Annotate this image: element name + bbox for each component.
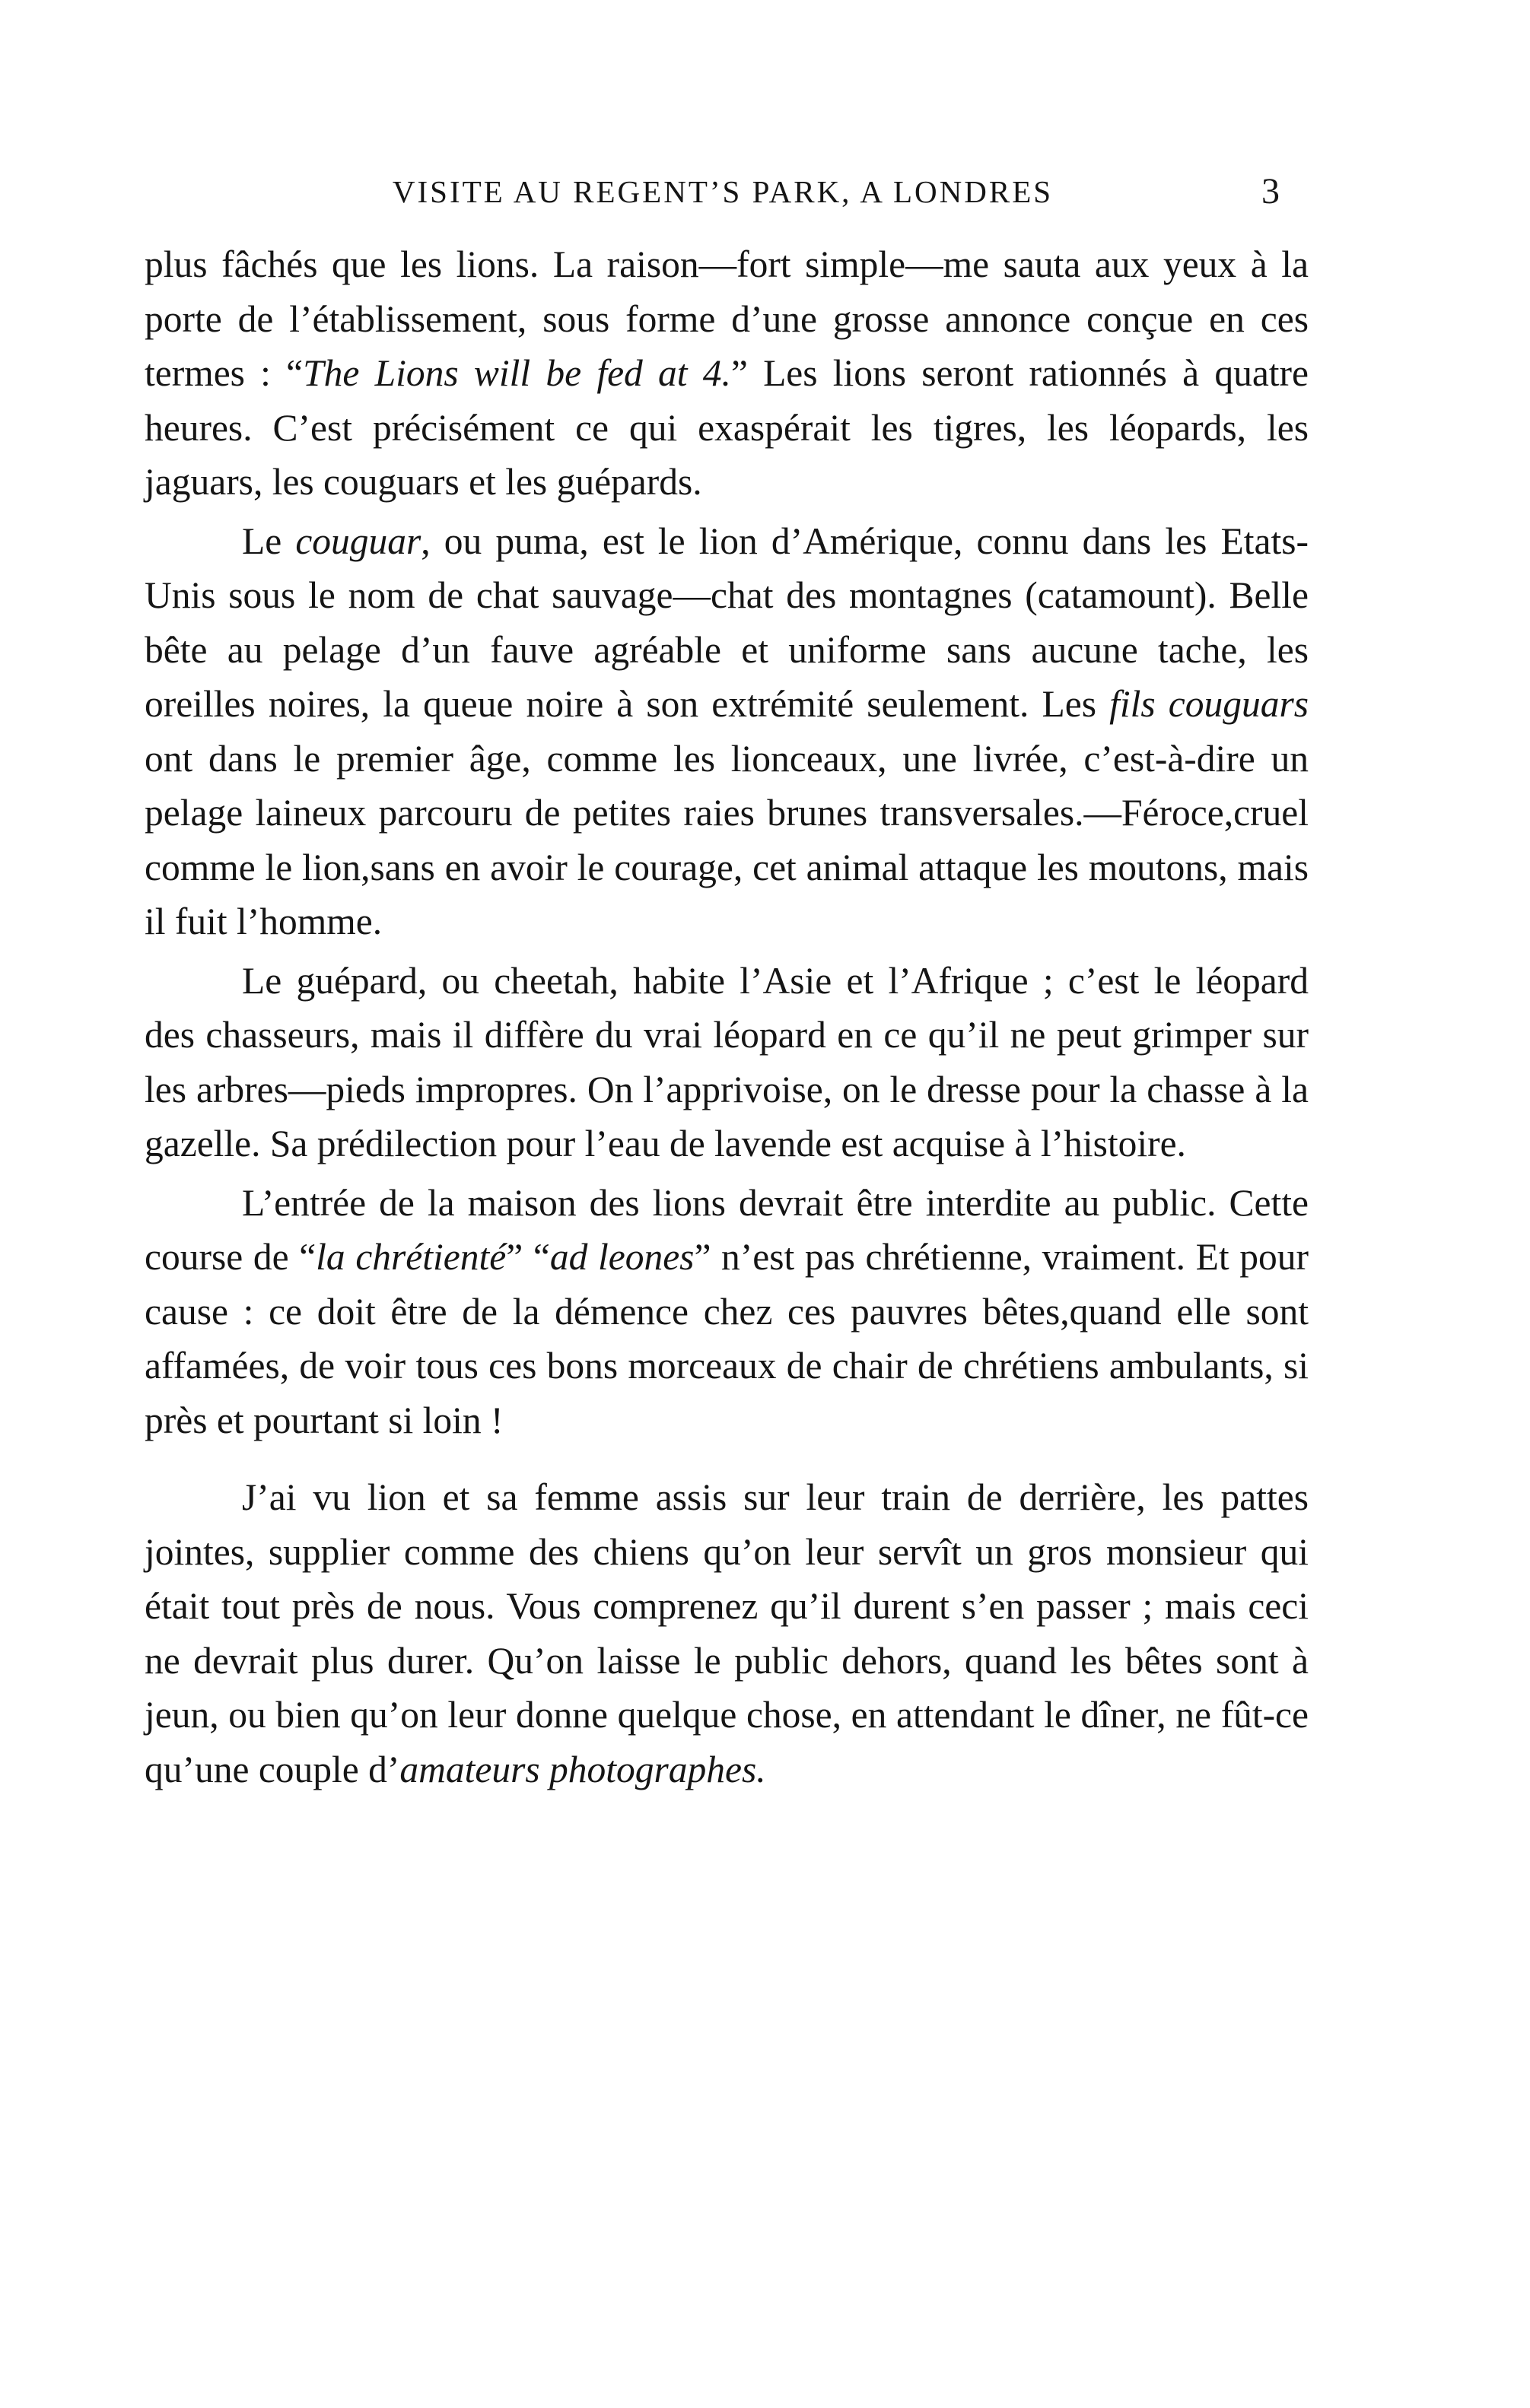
paragraph-4 <box>145 1176 1309 1448</box>
paragraph-2 <box>145 514 1309 949</box>
text-run: J’ai vu lion et sa femme assis sur leur train de derrière, les pattes jointes, supplier comme des chiens qu’on leur servît un gros monsieur qui était tout près de nous. Vous comprenez qu’il durent s’en passer ; mais ceci ne devrait plus durer. Qu’on laisse le public dehors, quand les bêtes sont à jeun, ou bien qu’on leur donne quelque chose, en attendant le dîner, ne fût-ce qu’une couple d’ <box>145 1476 1309 1790</box>
text-run: ” Les lions seront rationnés à quatre heures. C’est précisément ce qui exaspérait les tigres, les léopards, les jaguars, les couguars et les guépards. <box>145 352 1309 503</box>
paragraph-5 <box>145 1470 1309 1796</box>
italic-run: couguar <box>295 519 421 562</box>
paragraph-1 <box>145 237 1309 510</box>
text-run: L’entrée de la maison des lions devrait être interdite au public. Cette course de “ <box>145 1181 1309 1278</box>
text-run: ” n’est pas chrétienne, vraiment. Et pour cause : ce doit être de la démence chez ces pauvres bêtes,quand elle sont affamées, de voir tous ces bons morceaux de chair de chrétiens ambulants, si près et pourtant si loin ! <box>145 1236 1309 1441</box>
italic-run: la chrétienté <box>316 1236 507 1278</box>
italic-run: amateurs photographes. <box>399 1748 766 1790</box>
italic-run: fils couguars <box>1109 683 1309 725</box>
paragraph-3 <box>145 954 1309 1171</box>
page-number: 3 <box>1261 171 1280 211</box>
text-run: Le <box>242 519 296 562</box>
running-title: VISITE AU REGENT’S PARK, A LONDRES <box>392 174 1054 209</box>
text-run: ont dans le premier âge, comme les lionceaux, une livrée, c’est-à-dire un pelage laineux parcouru de petites raies brunes transversales.—Féroce,cruel comme le lion,sans en avoir le courage, cet animal attaque les moutons, mais il fuit l’homme. <box>145 737 1309 942</box>
italic-run: ad leones <box>549 1236 695 1278</box>
text-run: ” “ <box>506 1236 550 1278</box>
text-run: , ou puma, est le lion d’Amérique, connu dans les Etats-Unis sous le nom de chat sauvage—chat des montagnes (catamount). Belle bête au pelage d’un fauve agréable et uniforme sans aucune tache, les oreilles noires, la queue noire à son extrémité seulement. Les <box>145 519 1309 725</box>
text-run: plus fâchés que les lions. La raison—fort simple—me sauta aux yeux à la porte de l’établissement, sous forme d’une grosse annonce conçue en ces termes : “ <box>145 243 1309 394</box>
italic-run: The Lions will be fed at 4. <box>303 352 731 394</box>
text-run: Le guépard, ou cheetah, habite l’Asie et l’Afrique ; c’est le léopard des chasseurs, mais il diffère du vrai léopard en ce qu’il ne peut grimper sur les arbres—pieds impropres. On l’apprivoise, on le dresse pour la chasse à la gazelle. Sa prédilection pour l’eau de lavende est acquise à l’histoire. <box>145 959 1309 1164</box>
body-text <box>145 237 1309 1796</box>
